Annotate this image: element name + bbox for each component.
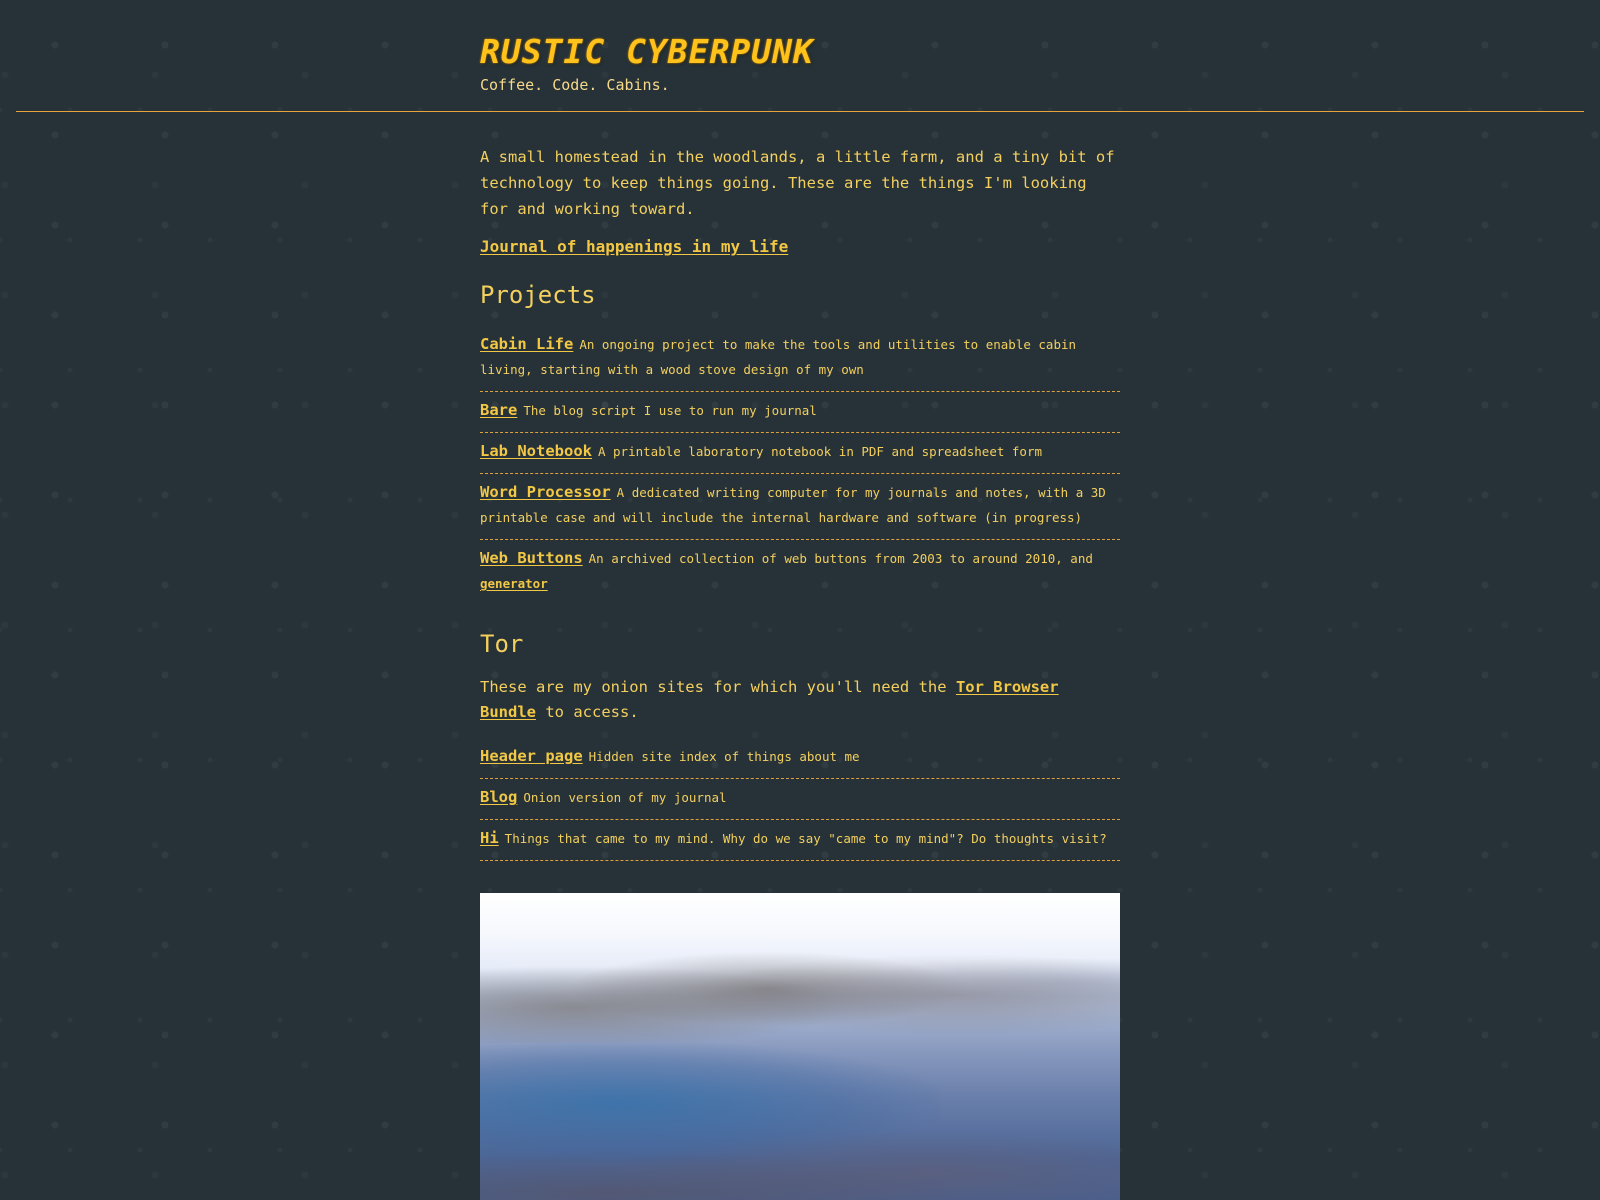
project-item-bare: [480, 392, 1120, 433]
tor-heading: Tor: [480, 630, 524, 658]
tor-item-header-page: [480, 738, 1120, 779]
project-item-word-processor: [480, 474, 1120, 540]
journal-link[interactable]: Journal of happenings in my life: [480, 237, 789, 256]
tor-list: [480, 738, 1120, 861]
tor-intro-text-end: to access.: [545, 703, 639, 721]
site-header: [480, 30, 814, 96]
main-content: [480, 144, 1120, 1200]
tor-item-blog: [480, 779, 1120, 820]
project-link-lab-notebook[interactable]: Lab Notebook: [480, 442, 592, 460]
photo-trees: [480, 923, 1120, 1043]
site-tagline: Coffee. Code. Cabins.: [480, 76, 670, 94]
project-desc: An archived collection of web buttons from 2003 to around 2010, and: [588, 551, 1093, 566]
project-desc: The blog script I use to run my journal: [523, 403, 817, 418]
photo-ground: [480, 1133, 1120, 1200]
project-item-web-buttons: [480, 540, 1120, 605]
project-desc: An ongoing project to make the tools and utilities to enable cabin living, starting with a wood stove design of my own: [480, 337, 1077, 377]
projects-heading: Projects: [480, 281, 596, 309]
generator-link[interactable]: generator: [480, 576, 548, 591]
tor-link-blog[interactable]: Blog: [480, 788, 518, 806]
tor-desc: Hidden site index of things about me: [588, 749, 860, 764]
project-link-cabin-life[interactable]: Cabin Life: [480, 335, 574, 353]
project-item-lab-notebook: [480, 433, 1120, 474]
project-link-word-processor[interactable]: Word Processor: [480, 483, 611, 501]
tor-item-hi: [480, 820, 1120, 861]
project-link-web-buttons[interactable]: Web Buttons: [480, 549, 583, 567]
intro-paragraph: A small homestead in the woodlands, a little farm, and a tiny bit of technology to keep things going. These are the things I'm looking for and working toward.: [480, 148, 1115, 218]
tor-link-header-page[interactable]: Header page: [480, 747, 583, 765]
landscape-photo: [480, 893, 1120, 1200]
site-title[interactable]: RUSTIC CYBERPUNK: [480, 32, 814, 71]
projects-list: [480, 326, 1120, 605]
project-item-cabin-life: [480, 326, 1120, 392]
project-link-bare[interactable]: Bare: [480, 401, 518, 419]
tor-intro: [480, 675, 1120, 725]
tor-browser-link[interactable]: Tor Browser Bundle: [480, 678, 1059, 721]
header-divider: [16, 111, 1584, 112]
tor-link-hi[interactable]: Hi: [480, 829, 499, 847]
tor-desc: Onion version of my journal: [523, 790, 727, 805]
project-desc: A dedicated writing computer for my journals and notes, with a 3D printable case and will include the internal hardware and software (in progress): [480, 485, 1106, 525]
project-desc: A printable laboratory notebook in PDF and spreadsheet form: [597, 444, 1042, 459]
tor-desc: Things that came to my mind. Why do we say "came to my mind"? Do thoughts visit?: [504, 831, 1107, 846]
tor-intro-text: These are my onion sites for which you'll need the: [480, 678, 947, 696]
